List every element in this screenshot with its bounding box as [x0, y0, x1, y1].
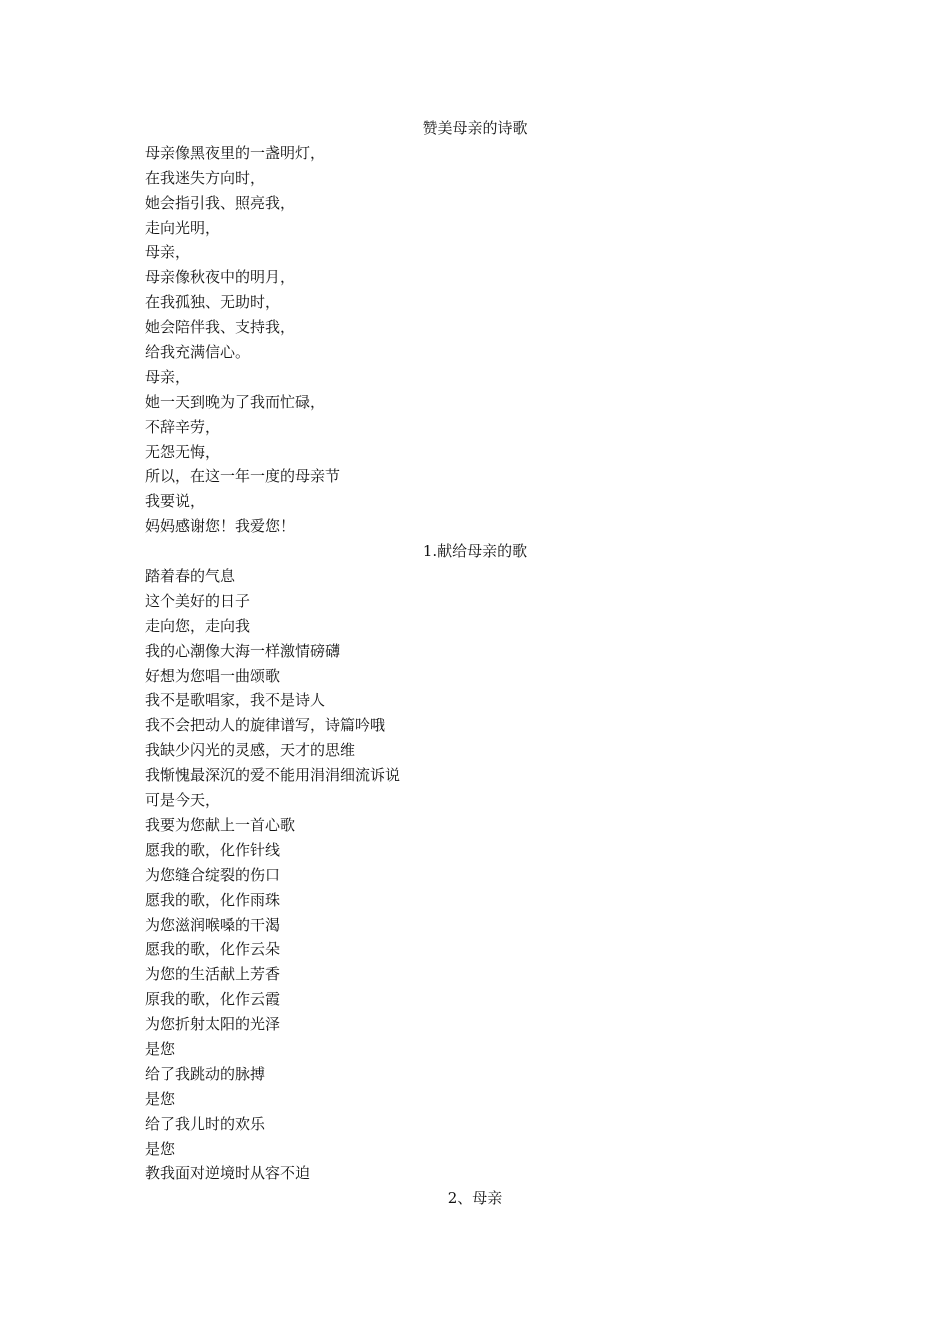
- poem-line: 为您的生活献上芳香: [145, 965, 281, 984]
- poem-line: 走向光明，: [145, 218, 221, 237]
- poem-line: 给我充满信心。: [145, 343, 251, 362]
- poem-line: 踏着春的气息: [145, 567, 236, 586]
- poem-line: 是您: [145, 1089, 176, 1108]
- poem-line: 她会陪伴我、支持我，: [145, 318, 296, 337]
- poem-line: 愿我的歌，化作针线: [145, 840, 281, 859]
- poem-line: 她会指引我、照亮我，: [145, 193, 296, 212]
- poem-line: 教我面对逆境时从容不迫: [145, 1164, 311, 1183]
- poem-line: 为您折射太阳的光泽: [145, 1015, 281, 1034]
- poem-line: 给了我跳动的脉搏: [145, 1064, 266, 1083]
- poem-line: 我要为您献上一首心歌: [145, 815, 296, 834]
- poem-line: 母亲像秋夜中的明月，: [145, 268, 296, 287]
- poem-line: 为您缝合绽裂的伤口: [145, 865, 281, 884]
- poem-line: 母亲像黑夜里的一盏明灯，: [145, 143, 326, 162]
- poem-line: 原我的歌，化作云霞: [145, 990, 281, 1009]
- poem-line: 母亲，: [145, 367, 191, 386]
- poem-section: [145, 539, 805, 1186]
- poem-line: 愿我的歌，化作云朵: [145, 940, 281, 959]
- poem-line: 不辞辛劳，: [145, 417, 221, 436]
- poem-line: 我惭愧最深沉的爱不能用涓涓细流诉说: [145, 766, 401, 785]
- poem-line: 所以，在这一年一度的母亲节: [145, 467, 341, 486]
- poem-line: 这个美好的日子: [145, 591, 251, 610]
- poem-line: 是您: [145, 1139, 176, 1158]
- section-title: [145, 1186, 805, 1211]
- poem-line: 我要说，: [145, 492, 206, 511]
- poem-section: [145, 1186, 805, 1211]
- poem-body: [145, 116, 805, 1211]
- poem-line: 愿我的歌，化作雨珠: [145, 890, 281, 909]
- section-title-text: 赞美母亲的诗歌: [422, 119, 528, 137]
- poem-line: 妈妈感谢您！我爱您！: [145, 517, 296, 536]
- section-title-text: 1.献给母亲的歌: [422, 542, 528, 561]
- poem-section: [145, 116, 805, 539]
- section-title: [145, 116, 805, 141]
- poem-line: 我不会把动人的旋律谱写，诗篇吟哦: [145, 716, 386, 735]
- poem-line: 在我孤独、无助时，: [145, 293, 281, 312]
- poem-line: 母亲，: [145, 243, 191, 262]
- poem-line: 我缺少闪光的灵感，天才的思维: [145, 741, 356, 760]
- poem-line: 在我迷失方向时，: [145, 168, 266, 187]
- poem-line: 可是今天，: [145, 791, 221, 810]
- poem-line: 我不是歌唱家，我不是诗人: [145, 691, 326, 710]
- poem-line: 无怨无悔，: [145, 442, 221, 461]
- poem-line: 是您: [145, 1039, 176, 1058]
- poem-line: 走向您，走向我: [145, 616, 251, 635]
- section-title-text: 2、母亲: [447, 1189, 503, 1208]
- poem-line: 为您滋润喉嗓的干渴: [145, 915, 281, 934]
- section-title: [145, 539, 805, 564]
- poem-line: 我的心潮像大海一样激情磅礴: [145, 641, 341, 660]
- poem-line: 好想为您唱一曲颂歌: [145, 666, 281, 685]
- poem-line: 给了我儿时的欢乐: [145, 1114, 266, 1133]
- poem-line: 她一天到晚为了我而忙碌，: [145, 392, 326, 411]
